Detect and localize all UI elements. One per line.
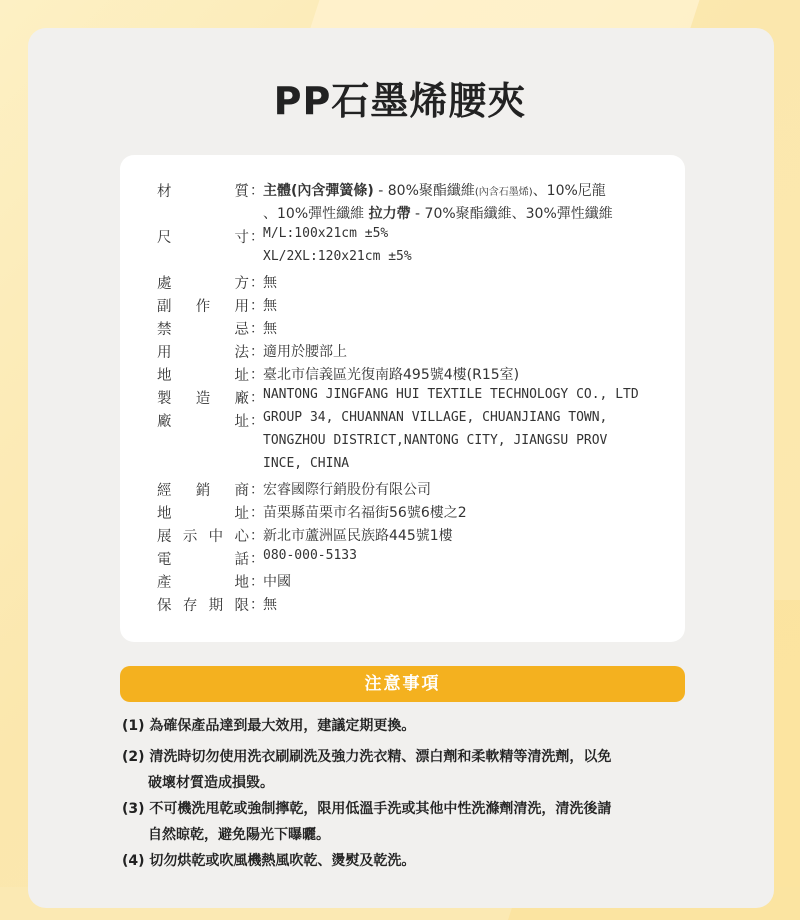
notice-item: (2) 清洗時切勿使用洗衣刷刷洗及強力洗衣精、漂白劑和柔軟精等清洗劑，以免 破壞材質造成損毀。 xyxy=(122,749,612,791)
spec-value: 080-000-5133 xyxy=(263,548,357,563)
spec-label: 材 質 xyxy=(157,184,249,200)
spec-label: 保 存 期 限 xyxy=(157,598,249,614)
notice-item: (1) 為確保產品達到最大效用，建議定期更換。 xyxy=(122,718,416,734)
spec-label: 地 址 xyxy=(157,368,249,384)
spec-value: 主體(內含彈簧條) - 80%聚酯纖維(內含石墨烯)、10%尼龍 xyxy=(263,183,606,199)
spec-value: 無 xyxy=(263,597,277,613)
spec-value: 宏睿國際行銷股份有限公司 xyxy=(263,482,431,498)
spec-value: M/L:100x21cm ±5% xyxy=(263,226,389,241)
spec-value: 中國 xyxy=(263,574,291,590)
spec-value: INCE, CHINA xyxy=(263,456,350,471)
spec-value: 苗栗縣苗栗市名福街56號6樓之2 xyxy=(263,505,467,521)
spec-label: 經 銷 商 xyxy=(157,483,249,499)
spec-label: 用 法 xyxy=(157,345,249,361)
spec-value: 無 xyxy=(263,321,277,337)
spec-label: 電 話 xyxy=(157,552,249,568)
spec-label: 製 造 廠 xyxy=(157,391,249,407)
spec-label: 禁 忌 xyxy=(157,322,249,338)
spec-value: XL/2XL:120x21cm ±5% xyxy=(263,249,412,264)
spec-label: 展 示 中 心 xyxy=(157,529,249,545)
spec-value: 新北市蘆洲區民族路445號1樓 xyxy=(263,528,453,544)
spec-value: GROUP 34, CHUANNAN VILLAGE, CHUANJIANG TOWN, xyxy=(263,410,608,425)
spec-value: NANTONG JINGFANG HUI TEXTILE TECHNOLOGY CO., LTD xyxy=(263,387,639,402)
spec-label: 尺 寸 xyxy=(157,230,249,246)
spec-value: 臺北市信義區光復南路495號4樓(R15室) xyxy=(263,367,520,383)
notice-heading: 注意事項 xyxy=(120,666,685,702)
spec-value: 無 xyxy=(263,275,277,291)
spec-label: 地 址 xyxy=(157,506,249,522)
spec-value: 無 xyxy=(263,298,277,314)
spec-value: TONGZHOU DISTRICT,NANTONG CITY, JIANGSU PROV xyxy=(263,433,608,448)
notice-item: (4) 切勿烘乾或吹風機熱風吹乾、燙熨及乾洗。 xyxy=(122,853,416,869)
spec-label: 副 作 用 xyxy=(157,299,249,315)
spec-label: 處 方 xyxy=(157,276,249,292)
spec-label: 廠 址 xyxy=(157,414,249,430)
spec-value: 、10%彈性纖維 拉力帶 - 70%聚酯纖維、30%彈性纖維 xyxy=(263,206,613,222)
page-title: PP石墨烯腰夾 xyxy=(273,79,527,123)
spec-label: 產 地 xyxy=(157,575,249,591)
spec-value: 適用於腰部上 xyxy=(263,344,347,360)
notice-item: (3) 不可機洗甩乾或強制擰乾，限用低溫手洗或其他中性洗滌劑清洗，清洗後請 自然晾乾，避免陽光下曝曬。 xyxy=(122,801,612,843)
